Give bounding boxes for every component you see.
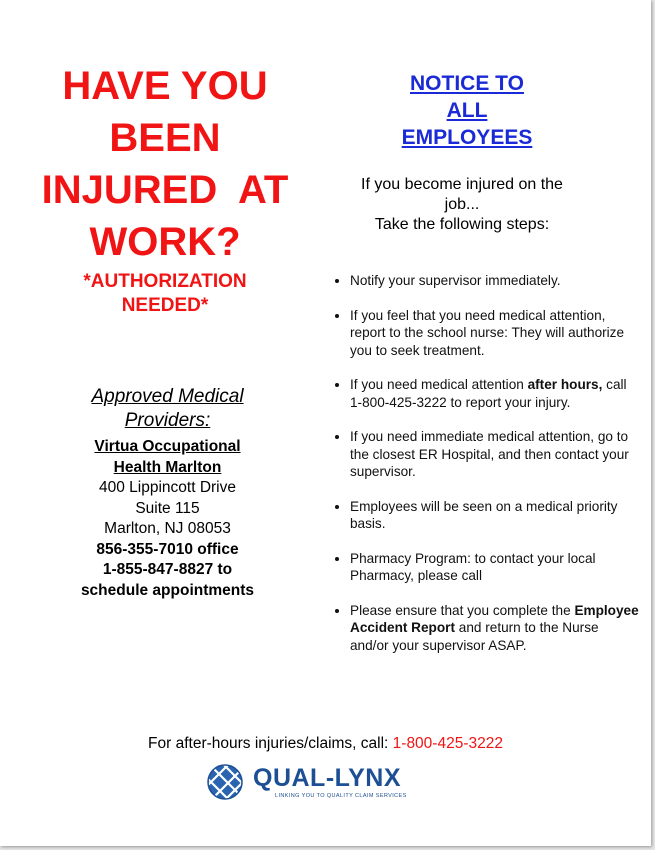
footer-callout (0, 735, 651, 753)
phone-schedule-line: schedule appointments (80, 581, 255, 599)
headline-line: INJURED AT (41, 168, 289, 212)
steps-list (330, 272, 640, 671)
address-line: Suite 115 (135, 499, 200, 517)
list-item (350, 428, 640, 481)
providers-title-line: Providers: (124, 410, 211, 431)
globe-icon (203, 760, 247, 804)
provider-name-line: Health Marlton (113, 458, 222, 476)
provider-name-line: Virtua Occupational (94, 438, 241, 455)
footer-phone: 1-800-425-3222 (392, 735, 503, 752)
headline-block (20, 60, 310, 318)
auth-line: NEEDED* (121, 295, 209, 316)
notice-title-line: EMPLOYEES (401, 126, 533, 149)
list-item (350, 272, 640, 290)
phone-schedule-line: 1-855-847-8827 to (102, 561, 233, 578)
phone-schedule (30, 560, 305, 601)
notice-block (322, 70, 622, 235)
address-line: 400 Lippincott Drive (99, 479, 236, 496)
list-item (350, 498, 640, 533)
qual-lynx-logo (203, 760, 423, 804)
step-text: Please ensure that you complete the (350, 602, 575, 618)
step-text: and return to the Nurse and/or your supervisor ASAP. (350, 620, 599, 653)
list-item (350, 307, 640, 360)
list-item (350, 376, 640, 411)
headline-line: WORK? (89, 220, 241, 264)
step-text: Notify your supervisor immediately. (350, 273, 561, 288)
footer-label: For after-hours injuries/claims, call: (148, 735, 393, 752)
provider-address (30, 478, 305, 540)
intro-line: If you become injured on the (361, 176, 563, 193)
notice-title-line: NOTICE TO (410, 72, 524, 95)
step-text: Pharmacy Program: to contact your local Pharmacy, please call (350, 550, 596, 583)
intro-line: job... (444, 196, 480, 213)
address-line: Marlton, NJ 08053 (104, 520, 231, 537)
list-item (350, 602, 640, 655)
step-text: call 1-800-425-3222 to report your injury. (350, 377, 627, 410)
list-item (350, 550, 640, 585)
headline-line: HAVE YOU (62, 64, 268, 108)
step-text: If you feel that you need medical attention, report to the school nurse: They will authorize you to seek treatment. (350, 307, 625, 358)
step-bold-text: Employee Accident Report (350, 602, 639, 635)
step-text: If you need medical attention (350, 377, 528, 392)
intro-line: Take the following steps: (374, 216, 550, 233)
auth-line: *AUTHORIZATION (83, 271, 247, 292)
notice-title-line: ALL (446, 99, 488, 122)
notice-intro (322, 175, 602, 235)
step-text: If you need immediate medical attention, go to the closest ER Hospital, and then contact your supervisor. (350, 429, 629, 479)
authorization-note (20, 270, 310, 318)
logo-tagline: LINKING YOU TO QUALITY CLAIM SERVICES (275, 793, 407, 799)
headline-line: BEEN (109, 116, 221, 160)
notice-title (332, 70, 602, 151)
provider-name (30, 437, 305, 478)
step-text: Employees will be seen on a medical priority basis. (350, 498, 618, 531)
step-bold-text: after hours, (527, 377, 603, 392)
approved-providers (30, 385, 305, 601)
providers-title (30, 385, 305, 433)
logo-name: QUAL-LYNX (253, 764, 402, 792)
phone-office: 856-355-7010 office (96, 540, 239, 558)
providers-title-line: Approved Medical (91, 386, 244, 407)
headline (20, 60, 310, 268)
